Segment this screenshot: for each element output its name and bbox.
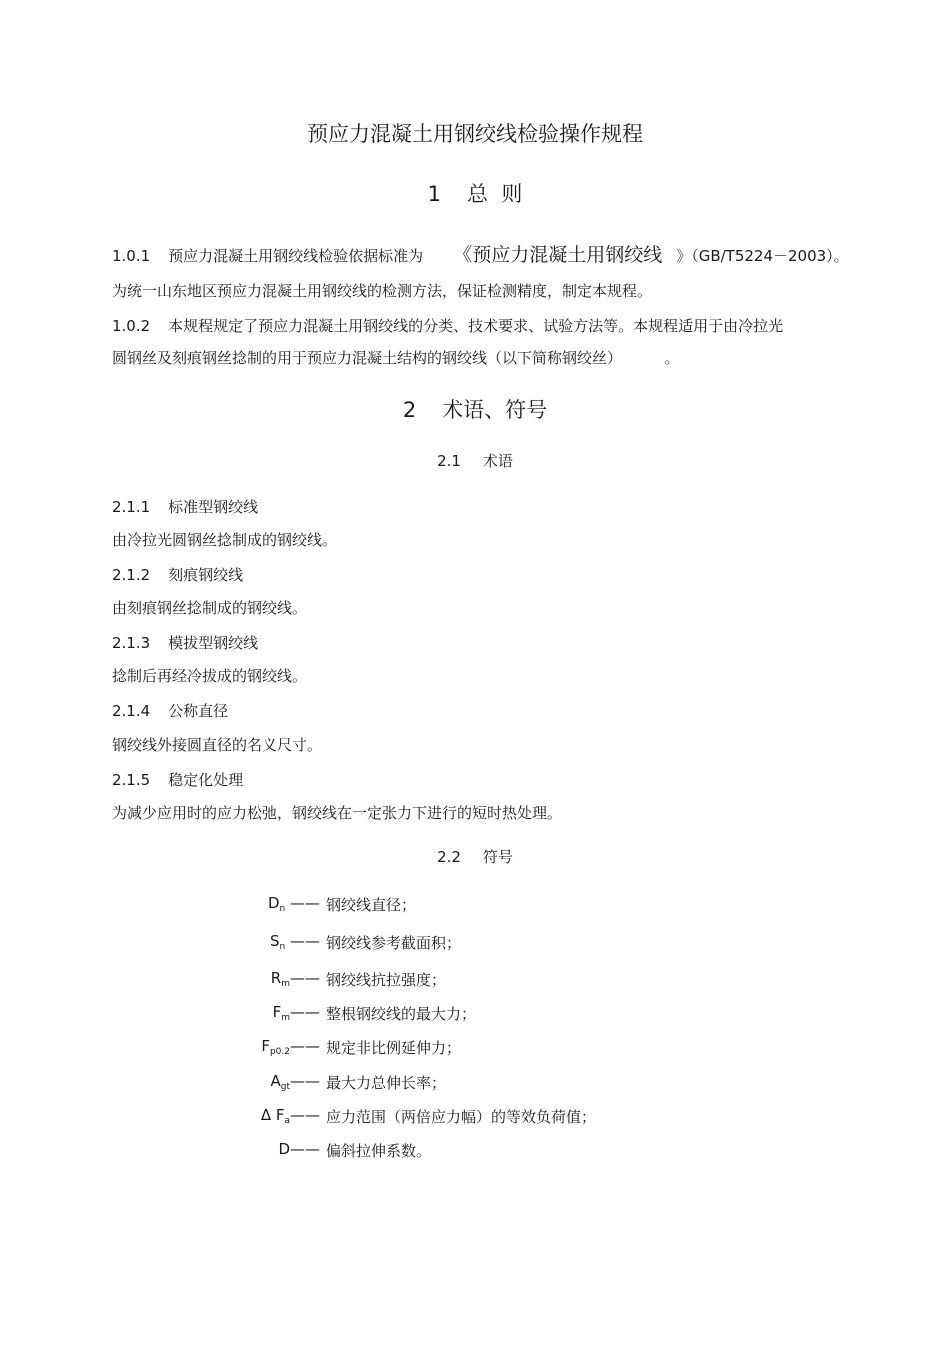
subsection-2-1-title: 术语 <box>482 452 513 470</box>
term-definition: 钢绞线外接圆直径的名义尺寸。 <box>112 736 323 754</box>
term-number: 2.1.2 <box>112 566 151 584</box>
term-name: 模拔型钢绞线 <box>168 634 259 652</box>
section-2-title: 术语、符号 <box>442 398 548 422</box>
symbol-term: $F_m——$ <box>272 1003 320 1023</box>
term-definition: 捻制后再经冷拔成的钢绞线。 <box>112 667 308 685</box>
symbol-description: 钢绞线抗拉强度； <box>326 971 447 989</box>
section-1-number: 1 <box>427 182 441 206</box>
section-1-title: 总 则 <box>467 182 523 206</box>
clause-number: 1.0.2 <box>112 317 151 335</box>
clause-text: 本规程规定了预应力混凝土用钢绞线的分类、技术要求、试验方法等。本规程适用于由冷拉光 <box>168 317 784 335</box>
symbol-description: 钢绞线参考截面积； <box>326 934 462 952</box>
subsection-2-2-heading <box>0 846 950 867</box>
subsection-2-2-number: 2.2 <box>437 848 461 866</box>
term-2-1-4 <box>112 700 228 721</box>
clause-text: 圆钢丝及刻痕钢丝捻制的用于预应力混凝土结构的钢绞线（以下简称钢绞丝） <box>112 349 615 367</box>
term-2-1-5 <box>112 769 243 790</box>
subsection-2-1-number: 2.1 <box>437 452 461 470</box>
symbol-term: $D_n$ —— <box>267 894 320 914</box>
section-1-heading <box>0 178 950 208</box>
term-name: 稳定化处理 <box>168 771 244 789</box>
symbol-description: 钢绞线直径； <box>326 896 417 914</box>
document-title: 预应力混凝土用钢绞线检验操作规程 <box>307 122 643 146</box>
symbol-term: D—— <box>278 1140 320 1158</box>
term-name: 公称直径 <box>168 702 229 720</box>
paragraph-1-0-1-continued: 为统一山东地区预应力混凝土用钢绞线的检测方法，保证检测精度，制定本规程。 <box>112 282 653 300</box>
clause-end: 。 <box>664 349 680 367</box>
term-name: 刻痕钢绞线 <box>168 566 244 584</box>
paragraph-1-0-2 <box>112 315 783 336</box>
symbol-description: 偏斜拉伸系数。 <box>326 1142 432 1160</box>
symbol-description: 最大力总伸长率； <box>326 1074 447 1092</box>
term-name: 标准型钢绞线 <box>168 498 259 516</box>
section-2-heading <box>0 394 950 424</box>
symbol-description: 应力范围（两倍应力幅）的等效负荷值； <box>326 1108 597 1126</box>
paragraph-1-0-2-continued <box>112 347 680 368</box>
term-number: 2.1.4 <box>112 702 151 720</box>
clause-text: 预应力混凝土用钢绞线检验依据标准为 <box>168 247 424 265</box>
term-definition: 为减少应用时的应力松弛，钢绞线在一定张力下进行的短时热处理。 <box>112 804 563 822</box>
subsection-2-1-heading <box>0 450 950 471</box>
term-number: 2.1.5 <box>112 771 151 789</box>
clause-number: 1.0.1 <box>112 247 151 265</box>
paragraph-1-0-1 <box>112 240 849 267</box>
section-2-number: 2 <box>402 398 417 422</box>
subsection-2-2-title: 符号 <box>482 848 513 866</box>
term-definition: 由冷拉光圆钢丝捻制成的钢绞线。 <box>112 531 338 549</box>
term-definition: 由刻痕钢丝捻制成的钢绞线。 <box>112 599 308 617</box>
symbol-term: Δ $F_a——$ <box>260 1106 320 1126</box>
standard-name: 《预应力混凝土用钢绞线 <box>453 244 663 266</box>
standard-code: 》（GB/T5224－2003）。 <box>676 247 849 265</box>
symbol-term: $A_{gt}——$ <box>270 1072 320 1092</box>
term-2-1-2 <box>112 564 243 585</box>
term-2-1-1 <box>112 496 258 517</box>
symbol-term: $S_n$ —— <box>269 932 320 952</box>
term-number: 2.1.3 <box>112 634 151 652</box>
symbol-description: 规定非比例延伸力； <box>326 1039 462 1057</box>
symbol-term: $F_{p0.2}——$ <box>261 1037 320 1057</box>
term-number: 2.1.1 <box>112 498 151 516</box>
term-2-1-3 <box>112 632 258 653</box>
symbol-term: $R_m——$ <box>270 969 320 989</box>
symbol-description: 整根钢绞线的最大力； <box>326 1005 477 1023</box>
